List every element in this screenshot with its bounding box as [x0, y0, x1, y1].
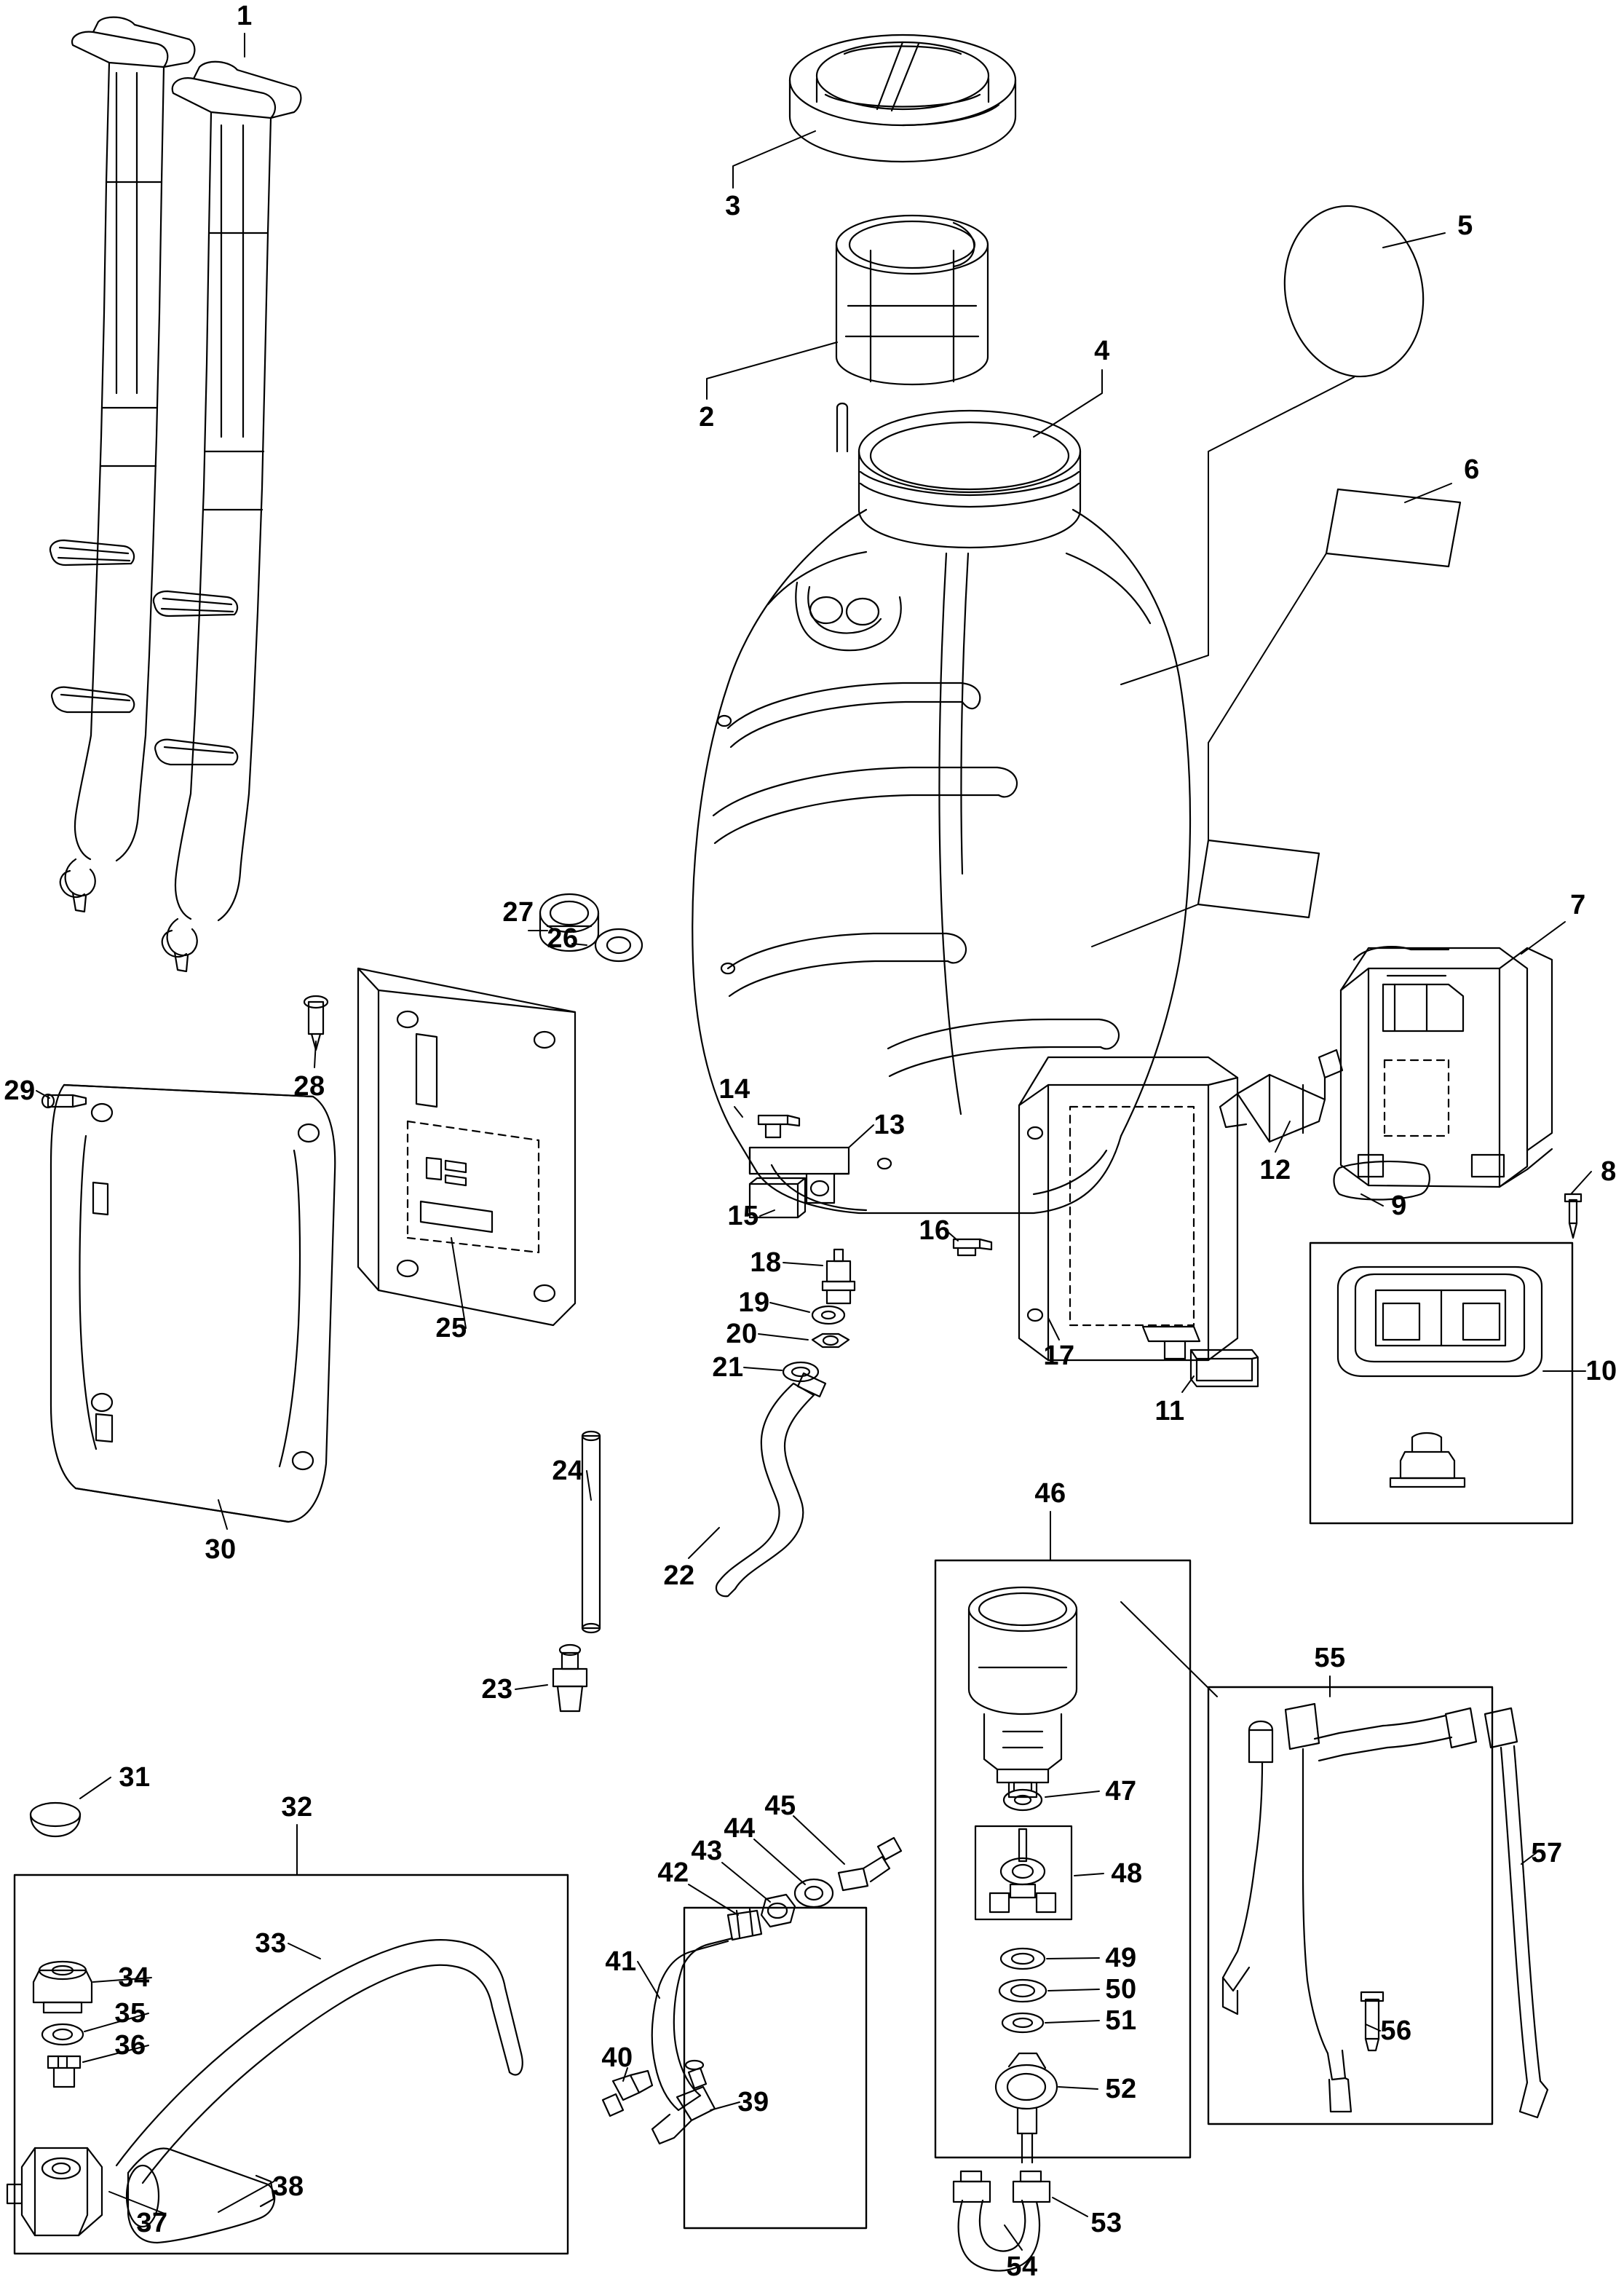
- part-main-tank: [692, 403, 1190, 1213]
- part-washer-19: [812, 1306, 844, 1324]
- callout-53: 53: [1090, 2208, 1122, 2238]
- callout-27: 27: [502, 897, 534, 928]
- callout-5: 5: [1457, 210, 1473, 241]
- part-terminal-11: [1191, 1350, 1258, 1386]
- callout-18: 18: [750, 1247, 782, 1278]
- part-mounting-plate-25: [358, 968, 575, 1325]
- part-label-9: [1334, 1161, 1430, 1199]
- callout-35: 35: [114, 1998, 146, 2029]
- callout-20: 20: [726, 1319, 758, 1349]
- part-pump-motor-46: [954, 1587, 1077, 2271]
- callout-32: 32: [281, 1792, 313, 1823]
- callout-42: 42: [657, 1857, 689, 1888]
- callout-24: 24: [552, 1456, 584, 1486]
- part-battery-tray: [1338, 1267, 1542, 1487]
- callout-54: 54: [1006, 2251, 1038, 2282]
- part-tank-cap: [790, 35, 1015, 162]
- callout-41: 41: [605, 1946, 637, 1977]
- callout-4: 4: [1094, 336, 1110, 366]
- part-long-cable-57: [1485, 1708, 1548, 2117]
- callout-39: 39: [737, 2087, 769, 2117]
- part-washer-26: [595, 929, 642, 961]
- callout-48: 48: [1111, 1858, 1143, 1889]
- part-cap-31: [31, 1803, 80, 1836]
- callout-2: 2: [699, 402, 715, 433]
- part-switch-lever-12: [1220, 1050, 1342, 1142]
- part-hose-22: [716, 1373, 825, 1596]
- callout-29: 29: [4, 1075, 36, 1106]
- callout-44: 44: [724, 1813, 756, 1844]
- callout-26: 26: [547, 923, 579, 954]
- callout-10: 10: [1585, 1356, 1617, 1386]
- callout-37: 37: [136, 2208, 168, 2238]
- part-strainer-basket: [836, 216, 988, 384]
- callout-23: 23: [481, 1674, 513, 1705]
- part-fitting-18: [823, 1249, 855, 1303]
- part-oval-label: [1270, 193, 1439, 390]
- callout-21: 21: [712, 1352, 744, 1383]
- callout-36: 36: [114, 2030, 146, 2061]
- callout-30: 30: [205, 1534, 237, 1565]
- callout-15: 15: [727, 1201, 759, 1231]
- callout-47: 47: [1105, 1776, 1137, 1807]
- callout-55: 55: [1314, 1643, 1346, 1673]
- callout-1: 1: [237, 1, 253, 31]
- callout-52: 52: [1105, 2074, 1137, 2104]
- part-rect-label-6: [1326, 489, 1460, 566]
- part-back-cover-30: [51, 1085, 335, 1522]
- callout-56: 56: [1380, 2015, 1412, 2046]
- callout-57: 57: [1531, 1838, 1563, 1868]
- part-screw-14: [758, 1116, 799, 1137]
- callout-50: 50: [1105, 1974, 1137, 2005]
- part-hose-assembly-32: [7, 1940, 523, 2243]
- callout-34: 34: [118, 1962, 150, 1993]
- part-screw-29: [42, 1094, 86, 1108]
- callout-25: 25: [435, 1313, 467, 1343]
- part-bracket-13: [750, 1148, 849, 1203]
- callout-51: 51: [1105, 2005, 1137, 2036]
- callout-38: 38: [272, 2171, 304, 2202]
- callout-7: 7: [1570, 890, 1586, 920]
- callout-31: 31: [119, 1762, 151, 1793]
- callout-6: 6: [1464, 454, 1480, 485]
- callout-49: 49: [1105, 1943, 1137, 1973]
- callout-33: 33: [255, 1928, 287, 1959]
- part-screw-16: [954, 1239, 991, 1255]
- callout-40: 40: [601, 2042, 633, 2073]
- callout-19: 19: [738, 1287, 770, 1318]
- callout-9: 9: [1391, 1191, 1407, 1221]
- part-rect-label-lower: [1198, 840, 1319, 917]
- callout-11: 11: [1154, 1396, 1185, 1426]
- part-nut-20: [812, 1334, 849, 1347]
- callout-3: 3: [725, 191, 741, 221]
- callout-45: 45: [764, 1791, 796, 1821]
- callout-28: 28: [293, 1071, 325, 1102]
- part-battery-housing: [1341, 947, 1552, 1187]
- part-valve-23: [553, 1645, 587, 1711]
- callout-43: 43: [691, 1836, 723, 1866]
- part-wiring-harness-55: [1223, 1704, 1476, 2112]
- part-tube-24: [582, 1432, 600, 1632]
- callout-17: 17: [1043, 1341, 1075, 1371]
- part-controller-box-17: [1019, 1057, 1237, 1360]
- callout-12: 12: [1259, 1155, 1291, 1185]
- part-shoulder-straps: [50, 17, 301, 971]
- callout-13: 13: [874, 1110, 906, 1140]
- callout-22: 22: [663, 1560, 695, 1591]
- part-screw-8: [1565, 1194, 1581, 1238]
- callout-8: 8: [1601, 1156, 1617, 1187]
- callout-16: 16: [919, 1215, 951, 1246]
- callout-14: 14: [718, 1074, 750, 1105]
- callout-46: 46: [1034, 1478, 1066, 1509]
